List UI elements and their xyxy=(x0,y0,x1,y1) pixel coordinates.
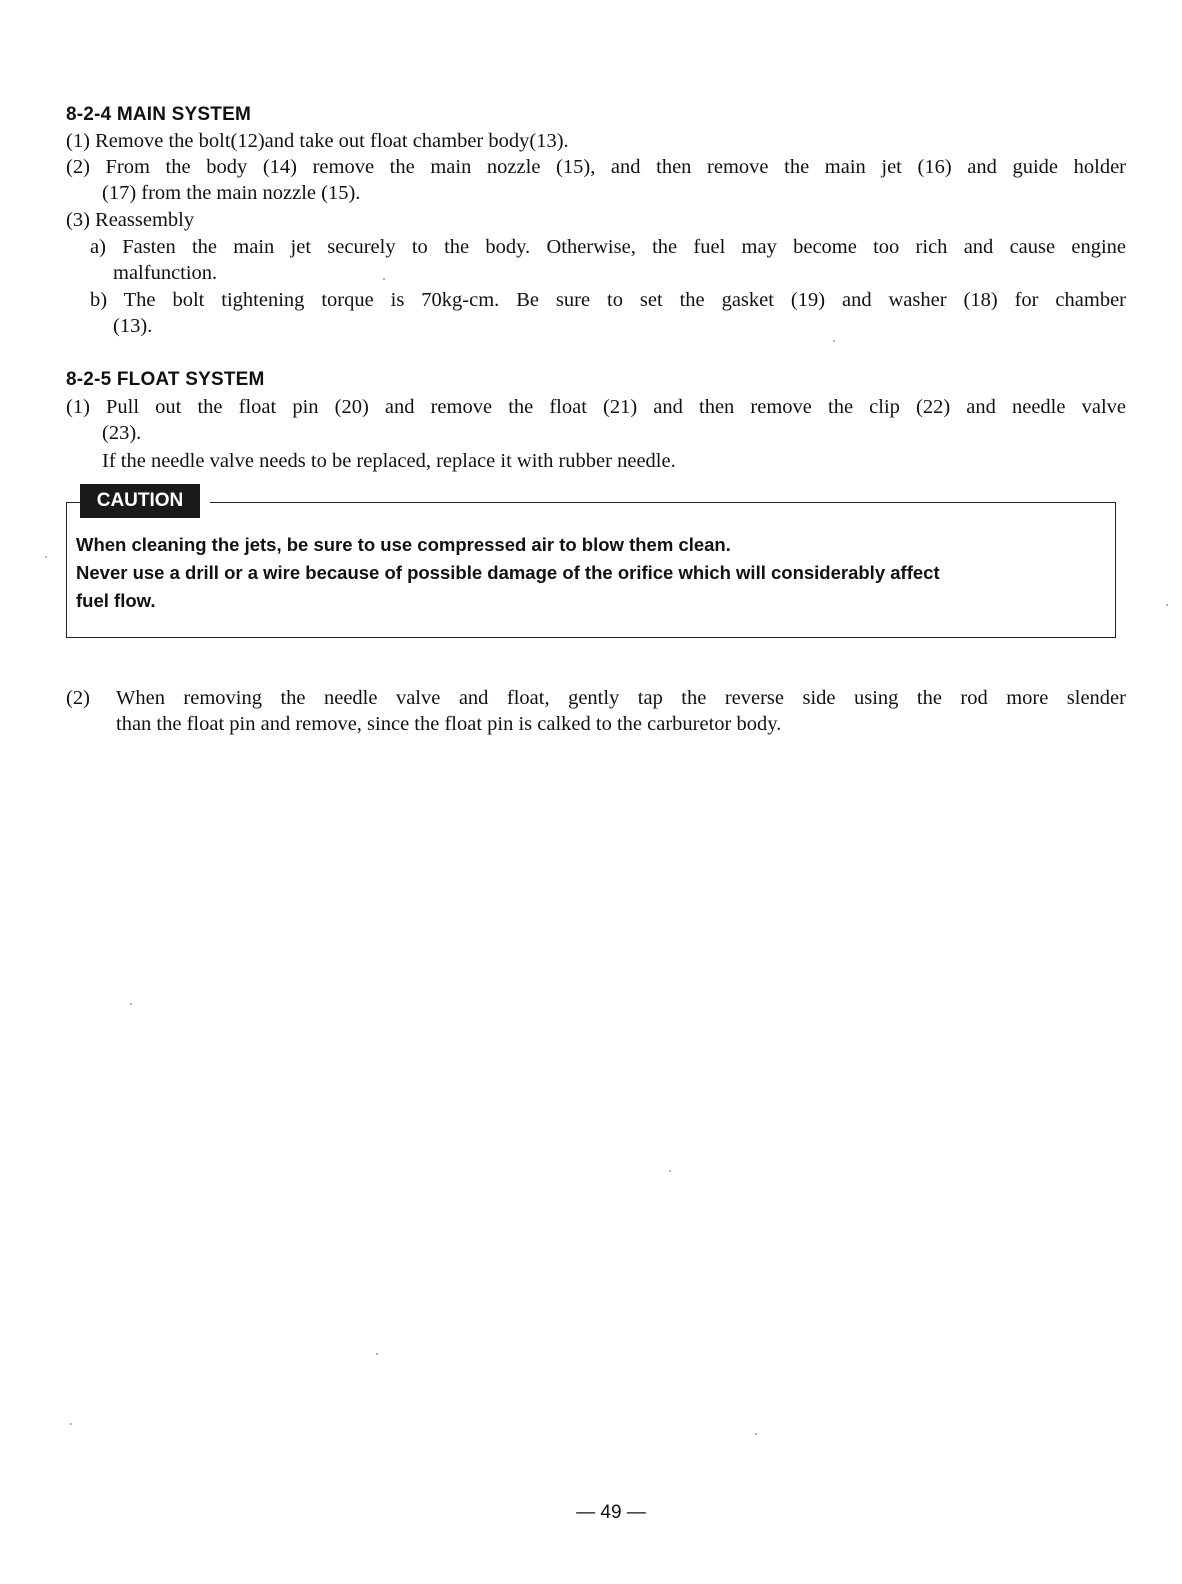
float-step-2-number: (2) xyxy=(66,687,90,709)
main-step-3b-line-2: (13). xyxy=(113,315,153,337)
main-step-3a-line-2: malfunction. xyxy=(113,262,218,284)
float-step-1-line-2: (23). xyxy=(102,422,142,444)
float-step-2-line-1: When removing the needle valve and float, gently tap the reverse side using the rod more slender xyxy=(116,687,1126,709)
scan-speck xyxy=(45,556,47,558)
float-step-1-line-3: If the needle valve needs to be replaced, replace it with rubber needle. xyxy=(102,450,676,472)
scan-speck xyxy=(383,278,385,280)
caution-line-1: When cleaning the jets, be sure to use compressed air to blow them clean. xyxy=(76,534,731,555)
scan-speck xyxy=(755,1433,757,1435)
caution-label: CAUTION xyxy=(80,484,200,518)
main-step-3a-line-1: a) Fasten the main jet securely to the body. Otherwise, the fuel may become too rich and cause engine xyxy=(90,236,1126,258)
main-step-2-line-2: (17) from the main nozzle (15). xyxy=(102,182,361,204)
scan-speck xyxy=(1166,604,1168,606)
caution-rule-left xyxy=(66,502,80,503)
scan-speck xyxy=(669,1170,671,1172)
caution-line-2: Never use a drill or a wire because of possible damage of the orifice which will considerably affect xyxy=(76,562,940,583)
main-step-2-line-1: (2) From the body (14) remove the main nozzle (15), and then remove the main jet (16) and guide holder xyxy=(66,156,1126,178)
float-step-2-line-2: than the float pin and remove, since the float pin is calked to the carburetor body. xyxy=(116,713,782,735)
float-step-1-line-1: (1) Pull out the float pin (20) and remove the float (21) and then remove the clip (22) and needle valve xyxy=(66,396,1126,418)
scan-speck xyxy=(376,1353,378,1355)
main-system-heading: 8-2-4 MAIN SYSTEM xyxy=(66,104,251,125)
scan-speck xyxy=(130,1003,132,1005)
page-number: — 49 — xyxy=(576,1502,646,1523)
main-step-3: (3) Reassembly xyxy=(66,209,195,231)
main-step-1: (1) Remove the bolt(12)and take out float chamber body(13). xyxy=(66,130,569,152)
caution-rule-right xyxy=(210,502,1116,503)
scan-speck xyxy=(70,1423,72,1425)
caution-line-3: fuel flow. xyxy=(76,590,156,611)
float-system-heading: 8-2-5 FLOAT SYSTEM xyxy=(66,369,265,390)
scan-speck xyxy=(833,340,835,342)
main-step-3b-line-1: b) The bolt tightening torque is 70kg-cm. Be sure to set the gasket (19) and washer (18) for chamber xyxy=(90,289,1126,311)
